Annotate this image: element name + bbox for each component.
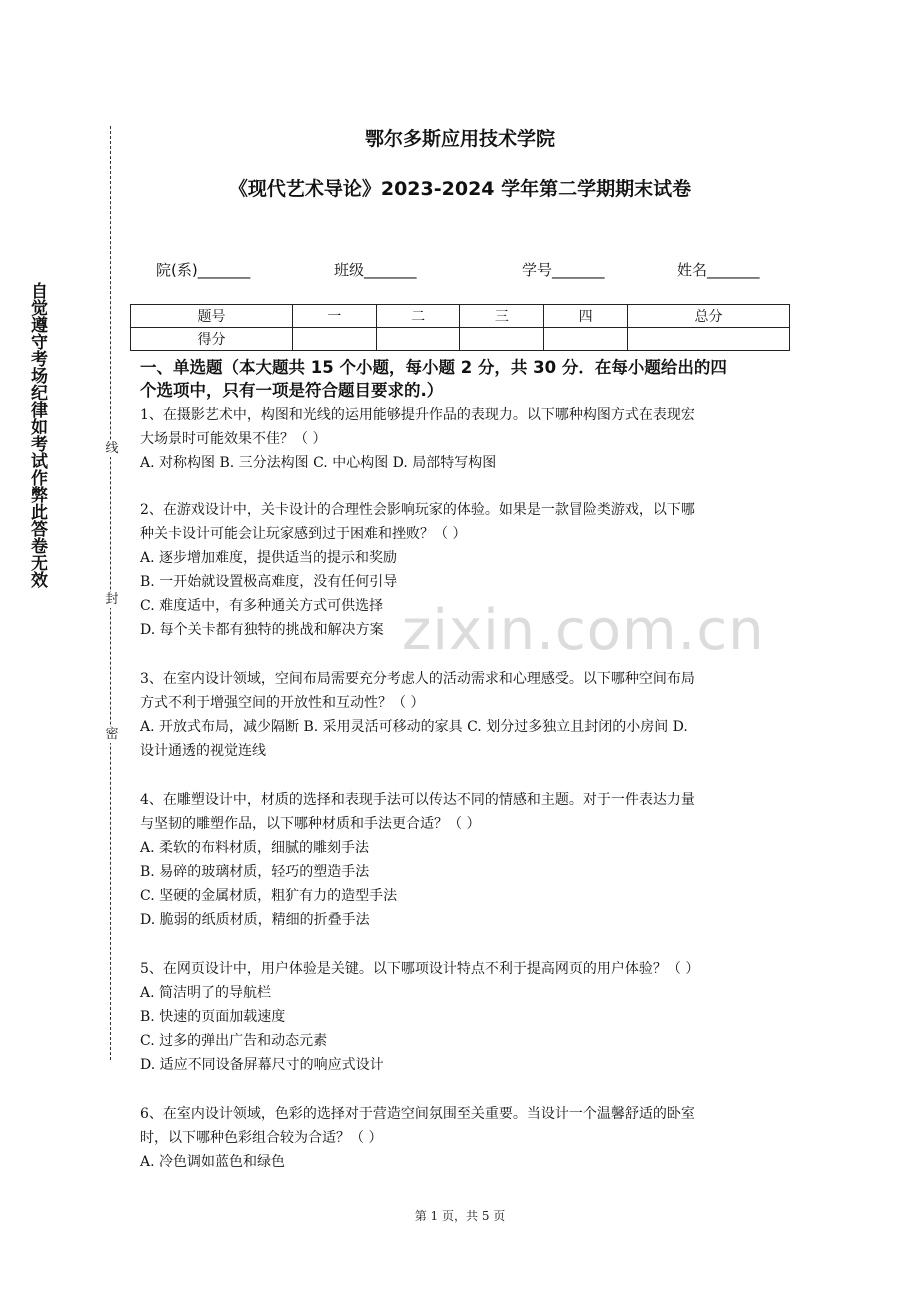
page-footer: 第 1 页，共 5 页 bbox=[414, 1209, 506, 1223]
question-options: A. 对称构图 B. 三分法构图 C. 中心构图 D. 局部特写构图 bbox=[140, 455, 497, 471]
question-text: 6、在室内设计领域，色彩的选择对于营造空间氛围至关重要。当设计一个温馨舒适的卧室 bbox=[140, 1106, 695, 1122]
school-name: 鄂尔多斯应用技术学院 bbox=[364, 128, 555, 150]
score-input-cell[interactable] bbox=[292, 328, 376, 351]
score-cell: 二 bbox=[376, 305, 460, 328]
option-a: A. 简洁明了的导航栏 bbox=[140, 985, 272, 1001]
score-table-score-row bbox=[131, 328, 790, 351]
score-cell: 总分 bbox=[628, 305, 790, 328]
student-id-field: 学号_______ bbox=[522, 261, 605, 279]
option-c: C. 坚硬的金属材质，粗犷有力的造型手法 bbox=[140, 888, 398, 904]
question-text: 大场景时可能效果不佳？（ ） bbox=[140, 431, 327, 447]
seal-mark-secret: 密 bbox=[103, 727, 121, 743]
option-b: B. 快速的页面加载速度 bbox=[140, 1009, 286, 1025]
option-d: D. 适应不同设备屏幕尺寸的响应式设计 bbox=[140, 1057, 384, 1073]
question-text: 3、在室内设计领域，空间布局需要充分考虑人的活动需求和心理感受。以下哪种空间布局 bbox=[140, 671, 695, 687]
score-input-cell[interactable] bbox=[544, 328, 628, 351]
name-field: 姓名_______ bbox=[677, 261, 760, 279]
section-heading-line: 个选项中，只有一项是符合题目要求的.） bbox=[140, 381, 444, 400]
section-heading-line: 一、单选题（本大题共 15 个小题，每小题 2 分，共 30 分．在每小题给出的四 bbox=[140, 358, 727, 377]
option-a: A. 冷色调如蓝色和绿色 bbox=[140, 1154, 286, 1170]
seal-mark-seal: 封 bbox=[103, 592, 121, 608]
question-text: 2、在游戏设计中，关卡设计的合理性会影响玩家的体验。如果是一款冒险类游戏，以下哪 bbox=[140, 502, 695, 518]
question-text: 4、在雕塑设计中，材质的选择和表现手法可以传达不同的情感和主题。对于一件表达力量 bbox=[140, 792, 695, 808]
question-options: 设计通透的视觉连线 bbox=[140, 743, 266, 759]
score-cell: 得分 bbox=[131, 328, 293, 351]
class-field: 班级_______ bbox=[334, 261, 417, 279]
seal-mark-line: 线 bbox=[103, 441, 121, 457]
question-text: 方式不利于增强空间的开放性和互动性？（ ） bbox=[140, 695, 425, 711]
question-text: 1、在摄影艺术中，构图和光线的运用能够提升作品的表现力。以下哪种构图方式在表现宏 bbox=[140, 407, 695, 423]
exam-discipline-notice: 自觉遵守考场纪律如考试作弊此答卷无效 bbox=[27, 282, 47, 588]
score-cell: 题号 bbox=[131, 305, 293, 328]
score-cell: 三 bbox=[460, 305, 544, 328]
question-text: 与坚韧的雕塑作品，以下哪种材质和手法更合适？（ ） bbox=[140, 816, 481, 832]
watermark: zixin.com.cn bbox=[402, 598, 765, 663]
question-5 bbox=[140, 957, 790, 1077]
option-a: A. 柔软的布料材质，细腻的雕刻手法 bbox=[140, 840, 370, 856]
section-heading bbox=[140, 356, 790, 402]
college-field: 院(系)_______ bbox=[156, 261, 251, 279]
question-options: A. 开放式布局，减少隔断 B. 采用灵活可移动的家具 C. 划分过多独立且封闭的小房间 D. bbox=[140, 719, 688, 735]
question-6 bbox=[140, 1102, 790, 1174]
score-table-header-row bbox=[131, 305, 790, 328]
question-3 bbox=[140, 667, 790, 763]
score-cell: 一 bbox=[292, 305, 376, 328]
option-b: B. 一开始就设置极高难度，没有任何引导 bbox=[140, 574, 398, 590]
option-a: A. 逐步增加难度，提供适当的提示和奖励 bbox=[140, 550, 398, 566]
option-c: C. 难度适中，有多种通关方式可供选择 bbox=[140, 598, 384, 614]
score-input-cell[interactable] bbox=[376, 328, 460, 351]
score-input-cell[interactable] bbox=[460, 328, 544, 351]
option-b: B. 易碎的玻璃材质，轻巧的塑造手法 bbox=[140, 864, 370, 880]
option-d: D. 每个关卡都有独特的挑战和解决方案 bbox=[140, 622, 384, 638]
question-1 bbox=[140, 403, 790, 475]
question-text: 5、在网页设计中，用户体验是关键。以下哪项设计特点不利于提高网页的用户体验？（ ） bbox=[140, 961, 700, 977]
exam-title: 《现代艺术导论》2023-2024 学年第二学期期末试卷 bbox=[228, 178, 692, 200]
question-4 bbox=[140, 788, 790, 932]
option-d: D. 脆弱的纸质材质，精细的折叠手法 bbox=[140, 912, 370, 928]
score-input-cell[interactable] bbox=[628, 328, 790, 351]
question-text: 种关卡设计可能会让玩家感到过于困难和挫败？（ ） bbox=[140, 526, 467, 542]
score-table bbox=[130, 304, 790, 351]
score-cell: 四 bbox=[544, 305, 628, 328]
option-c: C. 过多的弹出广告和动态元素 bbox=[140, 1033, 328, 1049]
question-text: 时，以下哪种色彩组合较为合适？（ ） bbox=[140, 1130, 383, 1146]
